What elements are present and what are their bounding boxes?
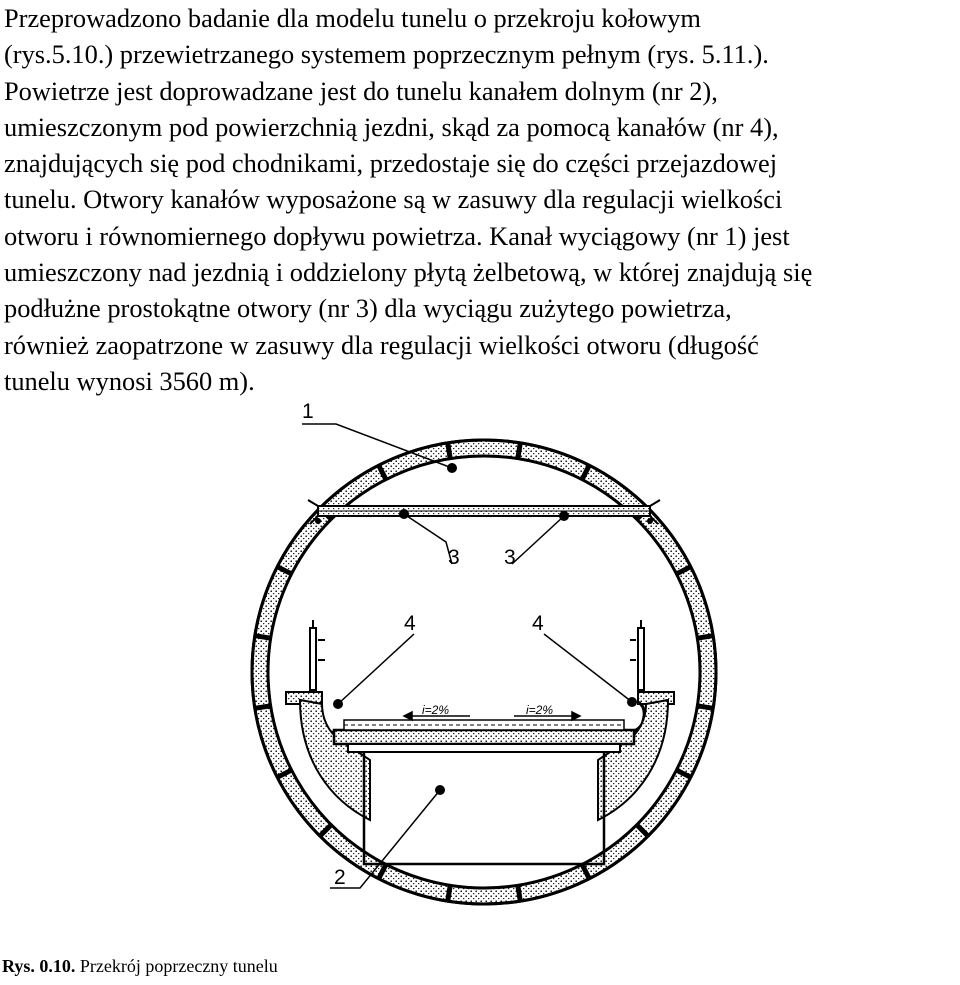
lining-joint: [518, 885, 521, 901]
label-supply-channel: 2: [334, 866, 346, 889]
lining-joint: [697, 706, 713, 709]
slope-label-left: i=2%: [422, 703, 450, 717]
lining-joint: [448, 443, 451, 459]
text-line: tunelu wynosi 3560 m).: [4, 365, 255, 396]
label-side-channel-left: 4: [404, 612, 416, 635]
text-line: podłużne prostokątne otwory (nr 3) dla wyciągu zużytego powietrza,: [4, 293, 732, 324]
figure-caption: [2, 956, 278, 977]
text-line: również zaopatrzone w zasuwy dla regulacji wielkości otworu (długość: [4, 329, 759, 360]
lining-joint: [255, 636, 271, 639]
tunnel-cross-section-figure: [0, 390, 960, 950]
text-line: tunelu. Otwory kanałów wyposażone są w zasuwy dla regulacji wielkości: [4, 184, 783, 215]
text-line: (rys.5.10.) przewietrzanego systemem poprzecznym pełnym (rys. 5.11.).: [4, 39, 769, 70]
label-opening-right: 3: [504, 546, 516, 569]
roadway-slab: [334, 720, 634, 752]
slope-label-right: i=2%: [526, 703, 554, 717]
caption-text: Przekrój poprzeczny tunelu: [75, 956, 278, 976]
text-line: otworu i równomiernego dopływu powietrza. Kanał wyciągowy (nr 1) jest: [4, 220, 790, 251]
lining-joint: [697, 636, 713, 639]
body-paragraph: [4, 0, 958, 399]
text-line: znajdujących się pod chodnikami, przedostaje się do części przejazdowej: [4, 148, 778, 179]
text-line: Przeprowadzono badanie dla modelu tunelu o przekroju kołowym: [4, 3, 701, 33]
supply-channel: [364, 752, 604, 864]
ceiling-slab: [308, 500, 660, 524]
text-line: Powietrze jest doprowadzane jest do tunelu kanałem dolnym (nr 2),: [4, 75, 718, 106]
text-line: umieszczonym pod powierzchnią jezdni, skąd za pomocą kanałów (nr 4),: [4, 111, 779, 142]
lining-joint: [448, 885, 451, 901]
tunnel-inner-outline: [268, 456, 700, 888]
label-opening-left: 3: [448, 546, 460, 569]
text-line: umieszczony nad jezdnią i oddzielony płytą żelbetową, w której znajdują się: [4, 257, 813, 288]
left-post: [310, 620, 325, 690]
label-exhaust-channel: 1: [302, 400, 314, 423]
label-side-channel-right: 4: [532, 612, 544, 635]
lining-joint: [255, 706, 271, 709]
right-post: [630, 620, 644, 690]
caption-number: Rys. 0.10.: [2, 956, 76, 976]
lining-joint: [518, 443, 521, 459]
